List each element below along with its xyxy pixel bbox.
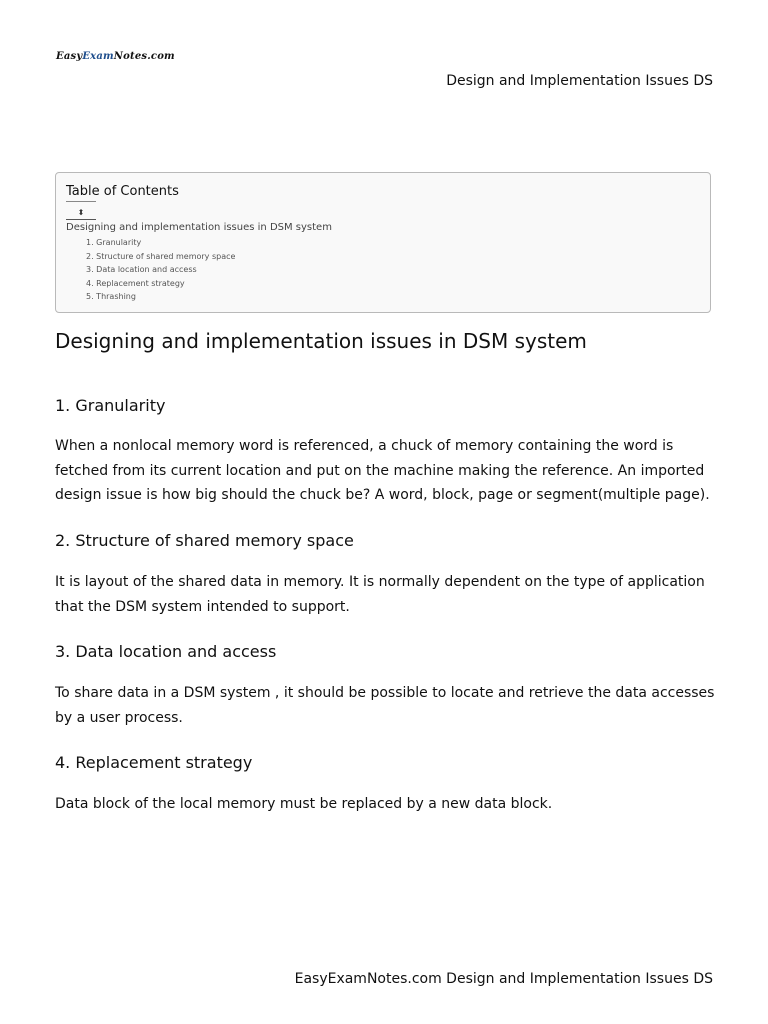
section-heading-granularity: 1. Granularity [55, 396, 166, 415]
logo-text-notes: Notes.com [113, 51, 175, 62]
section-text-structure: It is layout of the shared data in memory. It is normally dependent on the type of application that the DSM system intended to support. [55, 574, 705, 615]
section-heading-replacement: 4. Replacement strategy [55, 753, 253, 772]
toc-link-structure[interactable]: 2. Structure of shared memory space [86, 251, 236, 261]
section-heading-data-location: 3. Data location and access [55, 642, 277, 661]
toc-link-main[interactable]: Designing and implementation issues in DSM system [66, 222, 332, 233]
toc-title-underline [66, 201, 96, 202]
toc-link-data-location[interactable]: 3. Data location and access [86, 265, 197, 275]
page-header-title: Design and Implementation Issues DS [446, 73, 713, 89]
page-footer: EasyExamNotes.com Design and Implementation Issues DS [294, 971, 713, 987]
site-logo[interactable] [56, 51, 175, 62]
section-text-granularity: When a nonlocal memory word is referenced, a chuck of memory containing the word is fetched from its current location and put on the machine making the reference. An imported design issue is how big should the chuck be? A word, block, page or segment(multiple page). [55, 438, 710, 503]
toc-link-replacement[interactable]: 4. Replacement strategy [86, 278, 185, 288]
toc-link-granularity[interactable]: 1. Granularity [86, 238, 142, 247]
logo-text-easy: Easy [56, 51, 83, 62]
toc-link-thrashing[interactable]: 5. Thrashing [86, 292, 136, 302]
toc-title: Table of Contents [66, 184, 179, 199]
table-of-contents [55, 172, 711, 313]
toc-list [86, 238, 235, 306]
toc-toggle-icon[interactable]: ⬍ [66, 209, 96, 220]
section-heading-structure: 2. Structure of shared memory space [55, 531, 354, 550]
page-title: Designing and implementation issues in DSM system [55, 329, 587, 353]
section-text-replacement: Data block of the local memory must be replaced by a new data block. [55, 796, 553, 812]
section-text-data-location: To share data in a DSM system , it should be possible to locate and retrieve the data accesses by a user process. [55, 685, 715, 726]
logo-text-exam: Exam [82, 51, 114, 62]
